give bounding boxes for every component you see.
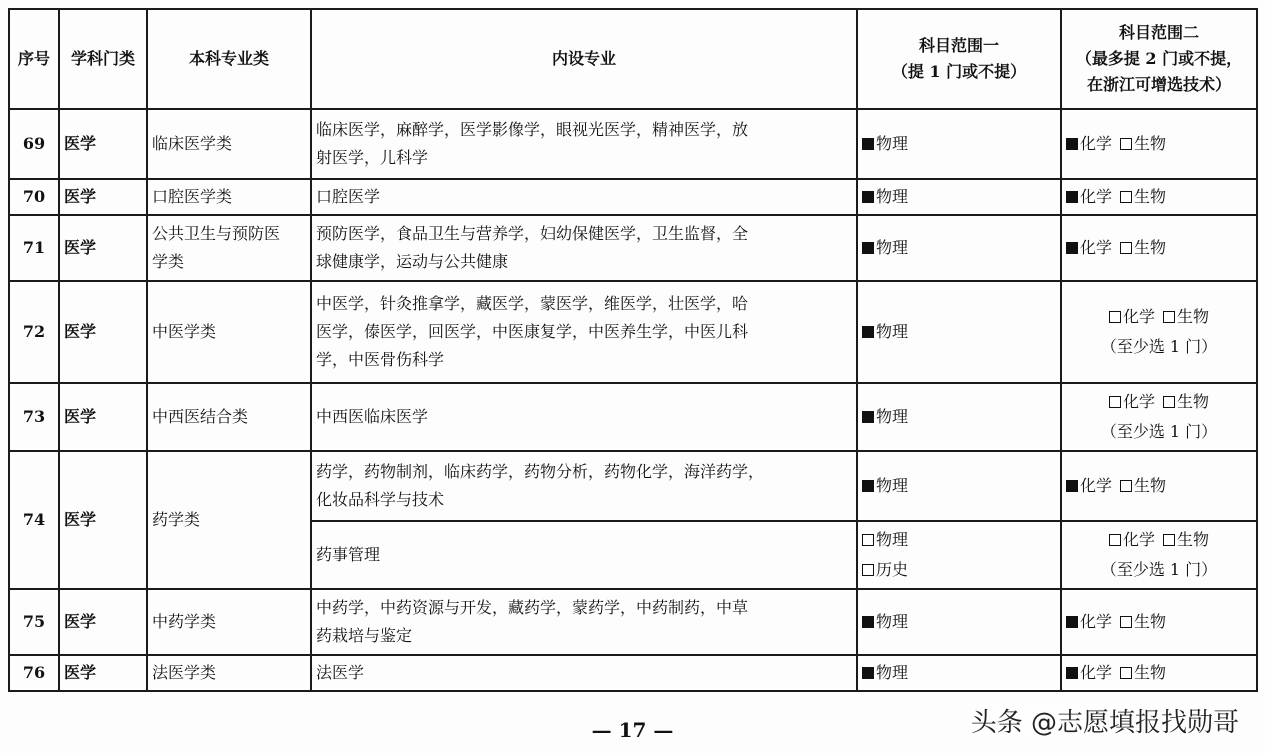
subject-label: 化学	[1122, 307, 1155, 326]
option-line	[862, 233, 1056, 263]
range-note: （至少选 1 门）	[1100, 422, 1218, 441]
checked-box-icon	[862, 138, 874, 150]
majors-line: 口腔医学	[316, 187, 381, 206]
option-group	[1066, 233, 1252, 263]
subject-option	[1120, 476, 1166, 495]
majors-line: 预防医学，食品卫生与营养学，妇幼保健医学，卫生监督，全	[316, 224, 749, 243]
subject-label: 生物	[1134, 238, 1167, 257]
header-discipline: 学科门类	[59, 9, 147, 109]
header-seq: 序号	[9, 9, 59, 109]
unchecked-box-icon	[1120, 242, 1132, 254]
subject-option	[1066, 663, 1112, 682]
table-row	[9, 215, 1257, 281]
header-range2-title: 科目范围二	[1118, 23, 1199, 42]
subject-label: 化学	[1080, 187, 1113, 206]
row-majors	[311, 655, 857, 691]
checked-box-icon	[1066, 191, 1078, 203]
checked-box-icon	[1066, 616, 1078, 628]
option-line	[862, 555, 1056, 585]
option-line	[862, 658, 1056, 688]
option-group	[1066, 302, 1252, 332]
range-note: （至少选 1 门）	[1100, 337, 1218, 356]
subject-label: 化学	[1080, 476, 1113, 495]
subject-option	[862, 238, 908, 257]
row-majors	[311, 451, 857, 521]
table-body	[9, 109, 1257, 691]
row-seq: 72	[9, 281, 59, 383]
subject-option	[862, 663, 908, 682]
majors-line: 药事管理	[316, 545, 381, 564]
header-range1-note: （提 1 门或不提）	[891, 62, 1027, 81]
checked-box-icon	[862, 616, 874, 628]
subject-option	[1120, 663, 1166, 682]
row-range2	[1061, 109, 1257, 179]
majors-line: 中药学，中药资源与开发，藏药学，蒙药学，中药制药，中草	[316, 598, 749, 617]
majors-line: 临床医学，麻醉学，医学影像学，眼视光医学，精神医学，放	[316, 120, 749, 139]
subject-option	[862, 407, 908, 426]
row-discipline: 医学	[59, 383, 147, 451]
subject-option	[862, 612, 908, 631]
option-group	[1066, 525, 1252, 555]
subject-option	[1066, 612, 1112, 631]
unchecked-box-icon	[1120, 480, 1132, 492]
option-group	[1066, 182, 1252, 212]
page-number: — 17 —	[591, 718, 674, 742]
row-discipline: 医学	[59, 589, 147, 655]
subject-option	[1109, 392, 1155, 411]
unchecked-box-icon	[1109, 396, 1121, 408]
row-range1	[857, 179, 1061, 215]
subject-requirements-table	[8, 8, 1258, 692]
subject-label: 物理	[876, 530, 909, 549]
subject-label: 生物	[1177, 392, 1210, 411]
subject-option	[862, 187, 908, 206]
row-seq: 73	[9, 383, 59, 451]
row-category: 口腔医学类	[147, 179, 311, 215]
subject-label: 化学	[1122, 530, 1155, 549]
row-majors	[311, 109, 857, 179]
majors-line: 药学，药物制剂，临床药学，药物分析，药物化学，海洋药学，	[316, 462, 765, 481]
checked-box-icon	[862, 480, 874, 492]
table-row	[9, 281, 1257, 383]
subject-label: 生物	[1134, 612, 1167, 631]
row-range2	[1061, 589, 1257, 655]
subject-option	[1066, 476, 1112, 495]
checked-box-icon	[862, 191, 874, 203]
majors-line: 医学，傣医学，回医学，中医康复学，中医养生学，中医儿科	[316, 322, 749, 341]
subject-label: 物理	[876, 612, 909, 631]
row-range1	[857, 383, 1061, 451]
option-group	[1066, 658, 1252, 688]
row-range1	[857, 215, 1061, 281]
majors-line: 射医学，儿科学	[316, 148, 429, 167]
row-seq: 75	[9, 589, 59, 655]
row-category: 法医学类	[147, 655, 311, 691]
row-seq: 76	[9, 655, 59, 691]
checked-box-icon	[862, 242, 874, 254]
row-category: 临床医学类	[147, 109, 311, 179]
row-seq: 70	[9, 179, 59, 215]
option-line	[862, 471, 1056, 501]
subject-option	[1120, 187, 1166, 206]
option-group	[1066, 607, 1252, 637]
checked-box-icon	[1066, 242, 1078, 254]
subject-option	[1066, 134, 1112, 153]
row-majors	[311, 383, 857, 451]
majors-line: 球健康学，运动与公共健康	[316, 252, 509, 271]
row-discipline: 医学	[59, 281, 147, 383]
option-group	[1066, 129, 1252, 159]
subject-label: 物理	[876, 238, 909, 257]
row-seq: 71	[9, 215, 59, 281]
row-majors	[311, 521, 857, 589]
unchecked-box-icon	[1163, 396, 1175, 408]
majors-line: 中西医临床医学	[316, 407, 429, 426]
subject-label: 化学	[1080, 663, 1113, 682]
row-seq: 69	[9, 109, 59, 179]
subject-label: 生物	[1134, 663, 1167, 682]
table-row	[9, 383, 1257, 451]
subject-option	[862, 560, 908, 579]
row-majors	[311, 281, 857, 383]
row-range2	[1061, 281, 1257, 383]
header-range1-title: 科目范围一	[918, 36, 999, 55]
subject-option	[1163, 307, 1209, 326]
row-range2	[1061, 179, 1257, 215]
subject-label: 化学	[1080, 612, 1113, 631]
row-seq: 74	[9, 451, 59, 589]
row-category: 中医学类	[147, 281, 311, 383]
row-majors	[311, 589, 857, 655]
subject-label: 生物	[1134, 476, 1167, 495]
watermark-text: 头条 @志愿填报找勋哥	[967, 702, 1243, 739]
row-range2	[1061, 655, 1257, 691]
subject-label: 生物	[1134, 134, 1167, 153]
option-line	[862, 402, 1056, 432]
subject-label: 历史	[876, 560, 909, 579]
row-range1	[857, 109, 1061, 179]
subject-label: 化学	[1080, 134, 1113, 153]
row-range2	[1061, 215, 1257, 281]
range-note: （至少选 1 门）	[1100, 560, 1218, 579]
checked-box-icon	[1066, 480, 1078, 492]
row-category	[147, 215, 311, 281]
majors-line: 中医学，针灸推拿学，藏医学，蒙医学，维医学，壮医学，哈	[316, 294, 749, 313]
row-category: 中西医结合类	[147, 383, 311, 451]
row-range1	[857, 521, 1061, 589]
subject-option	[862, 530, 908, 549]
subject-label: 物理	[876, 407, 909, 426]
unchecked-box-icon	[862, 564, 874, 576]
row-discipline: 医学	[59, 215, 147, 281]
header-category: 本科专业类	[147, 9, 311, 109]
header-range2	[1061, 9, 1257, 109]
subject-label: 物理	[876, 134, 909, 153]
subject-label: 物理	[876, 322, 909, 341]
header-range1	[857, 9, 1061, 109]
majors-line: 学，中医骨伤科学	[316, 350, 445, 369]
row-range2	[1061, 383, 1257, 451]
row-category: 中药学类	[147, 589, 311, 655]
subject-option	[1109, 307, 1155, 326]
unchecked-box-icon	[1120, 191, 1132, 203]
table-row	[9, 109, 1257, 179]
row-range1	[857, 655, 1061, 691]
subject-option	[1120, 612, 1166, 631]
row-category: 药学类	[147, 451, 311, 589]
subject-label: 化学	[1080, 238, 1113, 257]
header-range2-note-2: 在浙江可增选技术）	[1086, 75, 1231, 94]
majors-line: 化妆品科学与技术	[316, 490, 445, 509]
table-row	[9, 655, 1257, 691]
subject-option	[1120, 134, 1166, 153]
checked-box-icon	[1066, 667, 1078, 679]
subject-label: 生物	[1134, 187, 1167, 206]
subject-label: 生物	[1177, 307, 1210, 326]
unchecked-box-icon	[1120, 667, 1132, 679]
row-range1	[857, 281, 1061, 383]
subject-label: 物理	[876, 663, 909, 682]
table-row	[9, 179, 1257, 215]
subject-option	[1163, 530, 1209, 549]
option-group	[1066, 387, 1252, 417]
option-group	[1066, 471, 1252, 501]
subject-label: 物理	[876, 187, 909, 206]
subject-option	[862, 322, 908, 341]
option-line	[862, 182, 1056, 212]
table-row	[9, 589, 1257, 655]
table-header-row	[9, 9, 1257, 109]
row-discipline: 医学	[59, 179, 147, 215]
row-range2	[1061, 451, 1257, 521]
majors-line: 法医学	[316, 663, 365, 682]
row-discipline: 医学	[59, 451, 147, 589]
category-line: 学类	[152, 252, 185, 271]
option-line	[862, 317, 1056, 347]
subject-option	[1120, 238, 1166, 257]
option-line	[862, 607, 1056, 637]
subject-option	[862, 134, 908, 153]
subject-option	[862, 476, 908, 495]
row-discipline: 医学	[59, 655, 147, 691]
header-range2-note-1: （最多提 2 门或不提，	[1075, 49, 1243, 68]
checked-box-icon	[862, 667, 874, 679]
table-row	[9, 451, 1257, 521]
subject-option	[1066, 187, 1112, 206]
unchecked-box-icon	[1163, 311, 1175, 323]
unchecked-box-icon	[1109, 311, 1121, 323]
subject-label: 化学	[1122, 392, 1155, 411]
unchecked-box-icon	[1120, 138, 1132, 150]
subject-option	[1109, 530, 1155, 549]
row-range1	[857, 589, 1061, 655]
checked-box-icon	[862, 411, 874, 423]
row-discipline: 医学	[59, 109, 147, 179]
majors-line: 药栽培与鉴定	[316, 626, 413, 645]
unchecked-box-icon	[1109, 534, 1121, 546]
subject-option	[1163, 392, 1209, 411]
row-majors	[311, 215, 857, 281]
unchecked-box-icon	[1163, 534, 1175, 546]
row-range2	[1061, 521, 1257, 589]
row-majors	[311, 179, 857, 215]
subject-option	[1066, 238, 1112, 257]
checked-box-icon	[862, 326, 874, 338]
unchecked-box-icon	[862, 534, 874, 546]
option-line	[862, 525, 1056, 555]
checked-box-icon	[1066, 138, 1078, 150]
unchecked-box-icon	[1120, 616, 1132, 628]
subject-label: 生物	[1177, 530, 1210, 549]
subject-label: 物理	[876, 476, 909, 495]
row-range1	[857, 451, 1061, 521]
option-line	[862, 129, 1056, 159]
category-line: 公共卫生与预防医	[152, 224, 281, 243]
header-majors: 内设专业	[311, 9, 857, 109]
